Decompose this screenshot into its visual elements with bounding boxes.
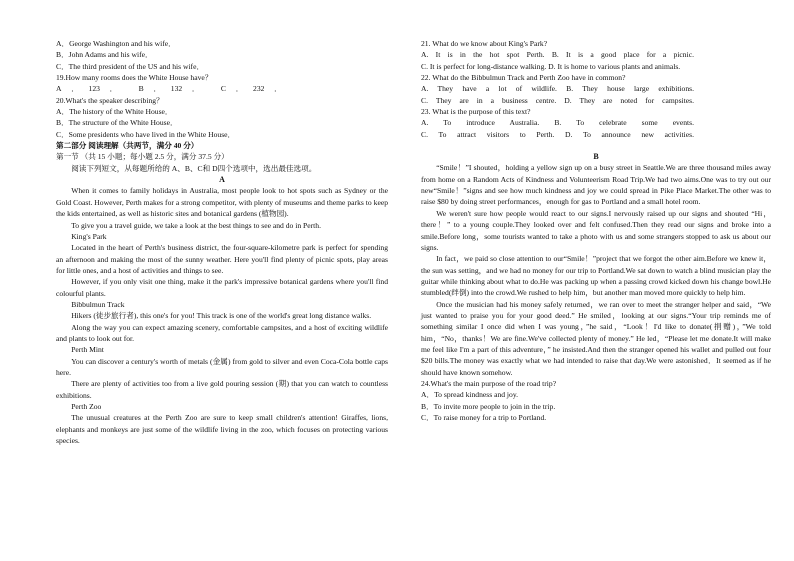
- text-line: C．The third president of the US and his wife．: [56, 61, 205, 71]
- paragraph: In fact，we paid so close attention to our“Smile！”project that we forgot the other aim.Before we knew it，the sun was setting，and we had no money for our trip to Portland.We sat down to watch a blind musician play the guitar while thinking about what to do.He was packing up when a passing crowd kicked down his change bowl.He stumbled(绊倒) into the crowd.We rushed to help him，but another man moved more quickly to help him.: [421, 254, 771, 298]
- text-line: A．The history of the White House．: [56, 107, 173, 117]
- options-row: [56, 83, 282, 94]
- option-text: C．232．: [220, 84, 282, 94]
- paragraph: Once the musician had his money safely returned，we ran over to meet the stranger helper and said，“We just wanted to praise you for your good deed.” He smiled，looking at our signs.“Your trip reminds me of something similar I once did when I was young，”he said，“Look！I'd like to donate(捐赠)，”We told him，“No，thanks！We are fine.We've collected plenty of money.” He led，“Please let me donate.It will make me feel like I'm a part of this adventure，” he insisted.And then the stranger opened his wallet and pulled out four $20 bills.The money was exactly what we had intended to raise that day.We were astonished．It seemed as if he should have known somehow.: [421, 299, 771, 377]
- text-line: C．To raise money for a trip to Portland.: [421, 413, 547, 422]
- option-text: B. To celebrate some events.: [554, 118, 694, 128]
- indented-line: Bibbulmun Track: [71, 299, 125, 309]
- text-line: B．The structure of the White House．: [56, 118, 178, 128]
- paragraph: Hikers (徒步旅行者), this one's for you! This track is one of the world's great long distance walks.: [71, 311, 372, 321]
- paragraph: Located in the heart of Perth's business district, the four-square-kilometre park is perfect for spending an afternoon and making the most of the sunny weather. Here you'll find plenty of picnic spots, play areas for little ones, and a host of activities and things to see.: [56, 243, 388, 275]
- passage-title: B: [593, 152, 599, 162]
- option-text: B．132．: [138, 84, 210, 94]
- option-text: A．123．: [56, 84, 128, 94]
- options-row: [421, 117, 694, 128]
- paragraph: There are plenty of activities too from a live gold pouring session (期) that you can watch to countless exhibitions.: [56, 379, 388, 400]
- text-line: 20.What's the speaker describing？: [56, 95, 164, 105]
- options-row: [421, 49, 694, 60]
- text-line: A．To spread kindness and joy.: [421, 390, 519, 400]
- option-text: C. They are in a business centre.: [421, 95, 557, 105]
- paragraph: However, if you only visit one thing, make it the park's impressive botanical gardens where you'll find colourful plants.: [56, 277, 388, 298]
- options-row: [421, 129, 694, 140]
- options-row: [421, 83, 694, 94]
- text-line: C．Some presidents who have lived in the White House．: [56, 129, 236, 139]
- option-text: A. They have a lot of wildlife.: [421, 84, 557, 94]
- paragraph: You can discover a century's worth of metals (金属) from gold to silver and even Coca-Cola bottle caps here.: [56, 356, 388, 377]
- paragraph: The unusual creatures at the Perth Zoo are sure to keep small children's attention! Giraffes, lions, elephants and monkeys are just some of the wildlife living in the zoo, which focuses on protecting various species.: [56, 413, 388, 446]
- section-heading: 第二部分 阅读理解（共两节，满分 40 分）: [56, 141, 199, 151]
- right-column: [421, 38, 771, 423]
- option-text: D. To announce new activities.: [565, 129, 694, 139]
- text-line: 21. What do we know about King's Park?: [421, 39, 548, 48]
- paragraph: “Smile！”I shouted，holding a yellow sign up on a busy street in Seattle.We are three thousand miles away from home on a Random Acts of Kindness and Volunteerism Road Trip.We had two aims.One was to try out our new“Smile！”signs and see how much kindness and joy we could spread in Pike Place Market.The other was to raise $80 by doing street performances，enough for gas to Portland and a small hotel room.: [421, 163, 771, 207]
- indented-line: 阅读下列短文，从每题所给的 A、B、C和 D四个选项中，选出最佳选项。: [71, 163, 317, 173]
- option-text: B. It is a good place for a picnic.: [551, 50, 694, 60]
- indented-line: King's Park: [71, 231, 107, 241]
- indented-line: To give you a travel guide, we take a look at the best things to see and do in Perth.: [71, 220, 321, 230]
- text-line: 19.How many rooms does the White House have？: [56, 73, 213, 83]
- text-line: 22. What do the Bibbulmun Track and Perth Zoo have in common?: [421, 73, 626, 83]
- text-line: C. It is perfect for long-distance walking. D. It is home to various plants and animals.: [421, 61, 681, 71]
- text-line: 24.What's the main purpose of the road trip?: [421, 378, 557, 388]
- option-text: C. To attract visitors to Perth.: [421, 129, 555, 139]
- text-line: 23. What is the purpose of this text?: [421, 107, 531, 117]
- options-row: [421, 95, 694, 106]
- option-text: A. To introduce Australia.: [421, 118, 540, 128]
- paragraph: When it comes to family holidays in Australia, most people look to hot spots such as Sydney or the Gold Coast. However, Perth makes for a strong competitor, with plenty of museums and theme parks to keep the kids entertained, as well as historic sites and botanical gardens (植物园).: [56, 186, 388, 219]
- option-text: B. They house large exhibitions.: [566, 84, 694, 94]
- option-text: D. They are noted for campsites.: [564, 95, 694, 105]
- spacer: [421, 140, 771, 151]
- text-line: B．To invite more people to join in the trip.: [421, 401, 556, 411]
- text-line: B．John Adams and his wife．: [56, 50, 153, 60]
- paragraph: Along the way you can expect amazing scenery, comfortable campsites, and a host of exciting wildlife and plants to look out for.: [56, 322, 388, 343]
- text-line: 第一节 （共 15 小题；每小题 2.5 分，满分 37.5 分）: [56, 152, 229, 162]
- indented-line: Perth Mint: [71, 345, 104, 355]
- indented-line: Perth Zoo: [71, 402, 102, 411]
- paragraph: We weren't sure how people would react to our signs.I nervously raised up our signs and shouted “Hi，there！” to a young couple.They looked over and felt confused.Then they read our signs and broke into a smile.Before long，some tourists wanted to take a photo with us and some strangers stopped to ask us about our signs.: [421, 208, 771, 252]
- text-line: A．George Washington and his wife．: [56, 39, 176, 48]
- option-text: A. It is in the hot spot Perth.: [421, 50, 545, 60]
- passage-title: A: [219, 175, 225, 185]
- left-column: [56, 38, 388, 446]
